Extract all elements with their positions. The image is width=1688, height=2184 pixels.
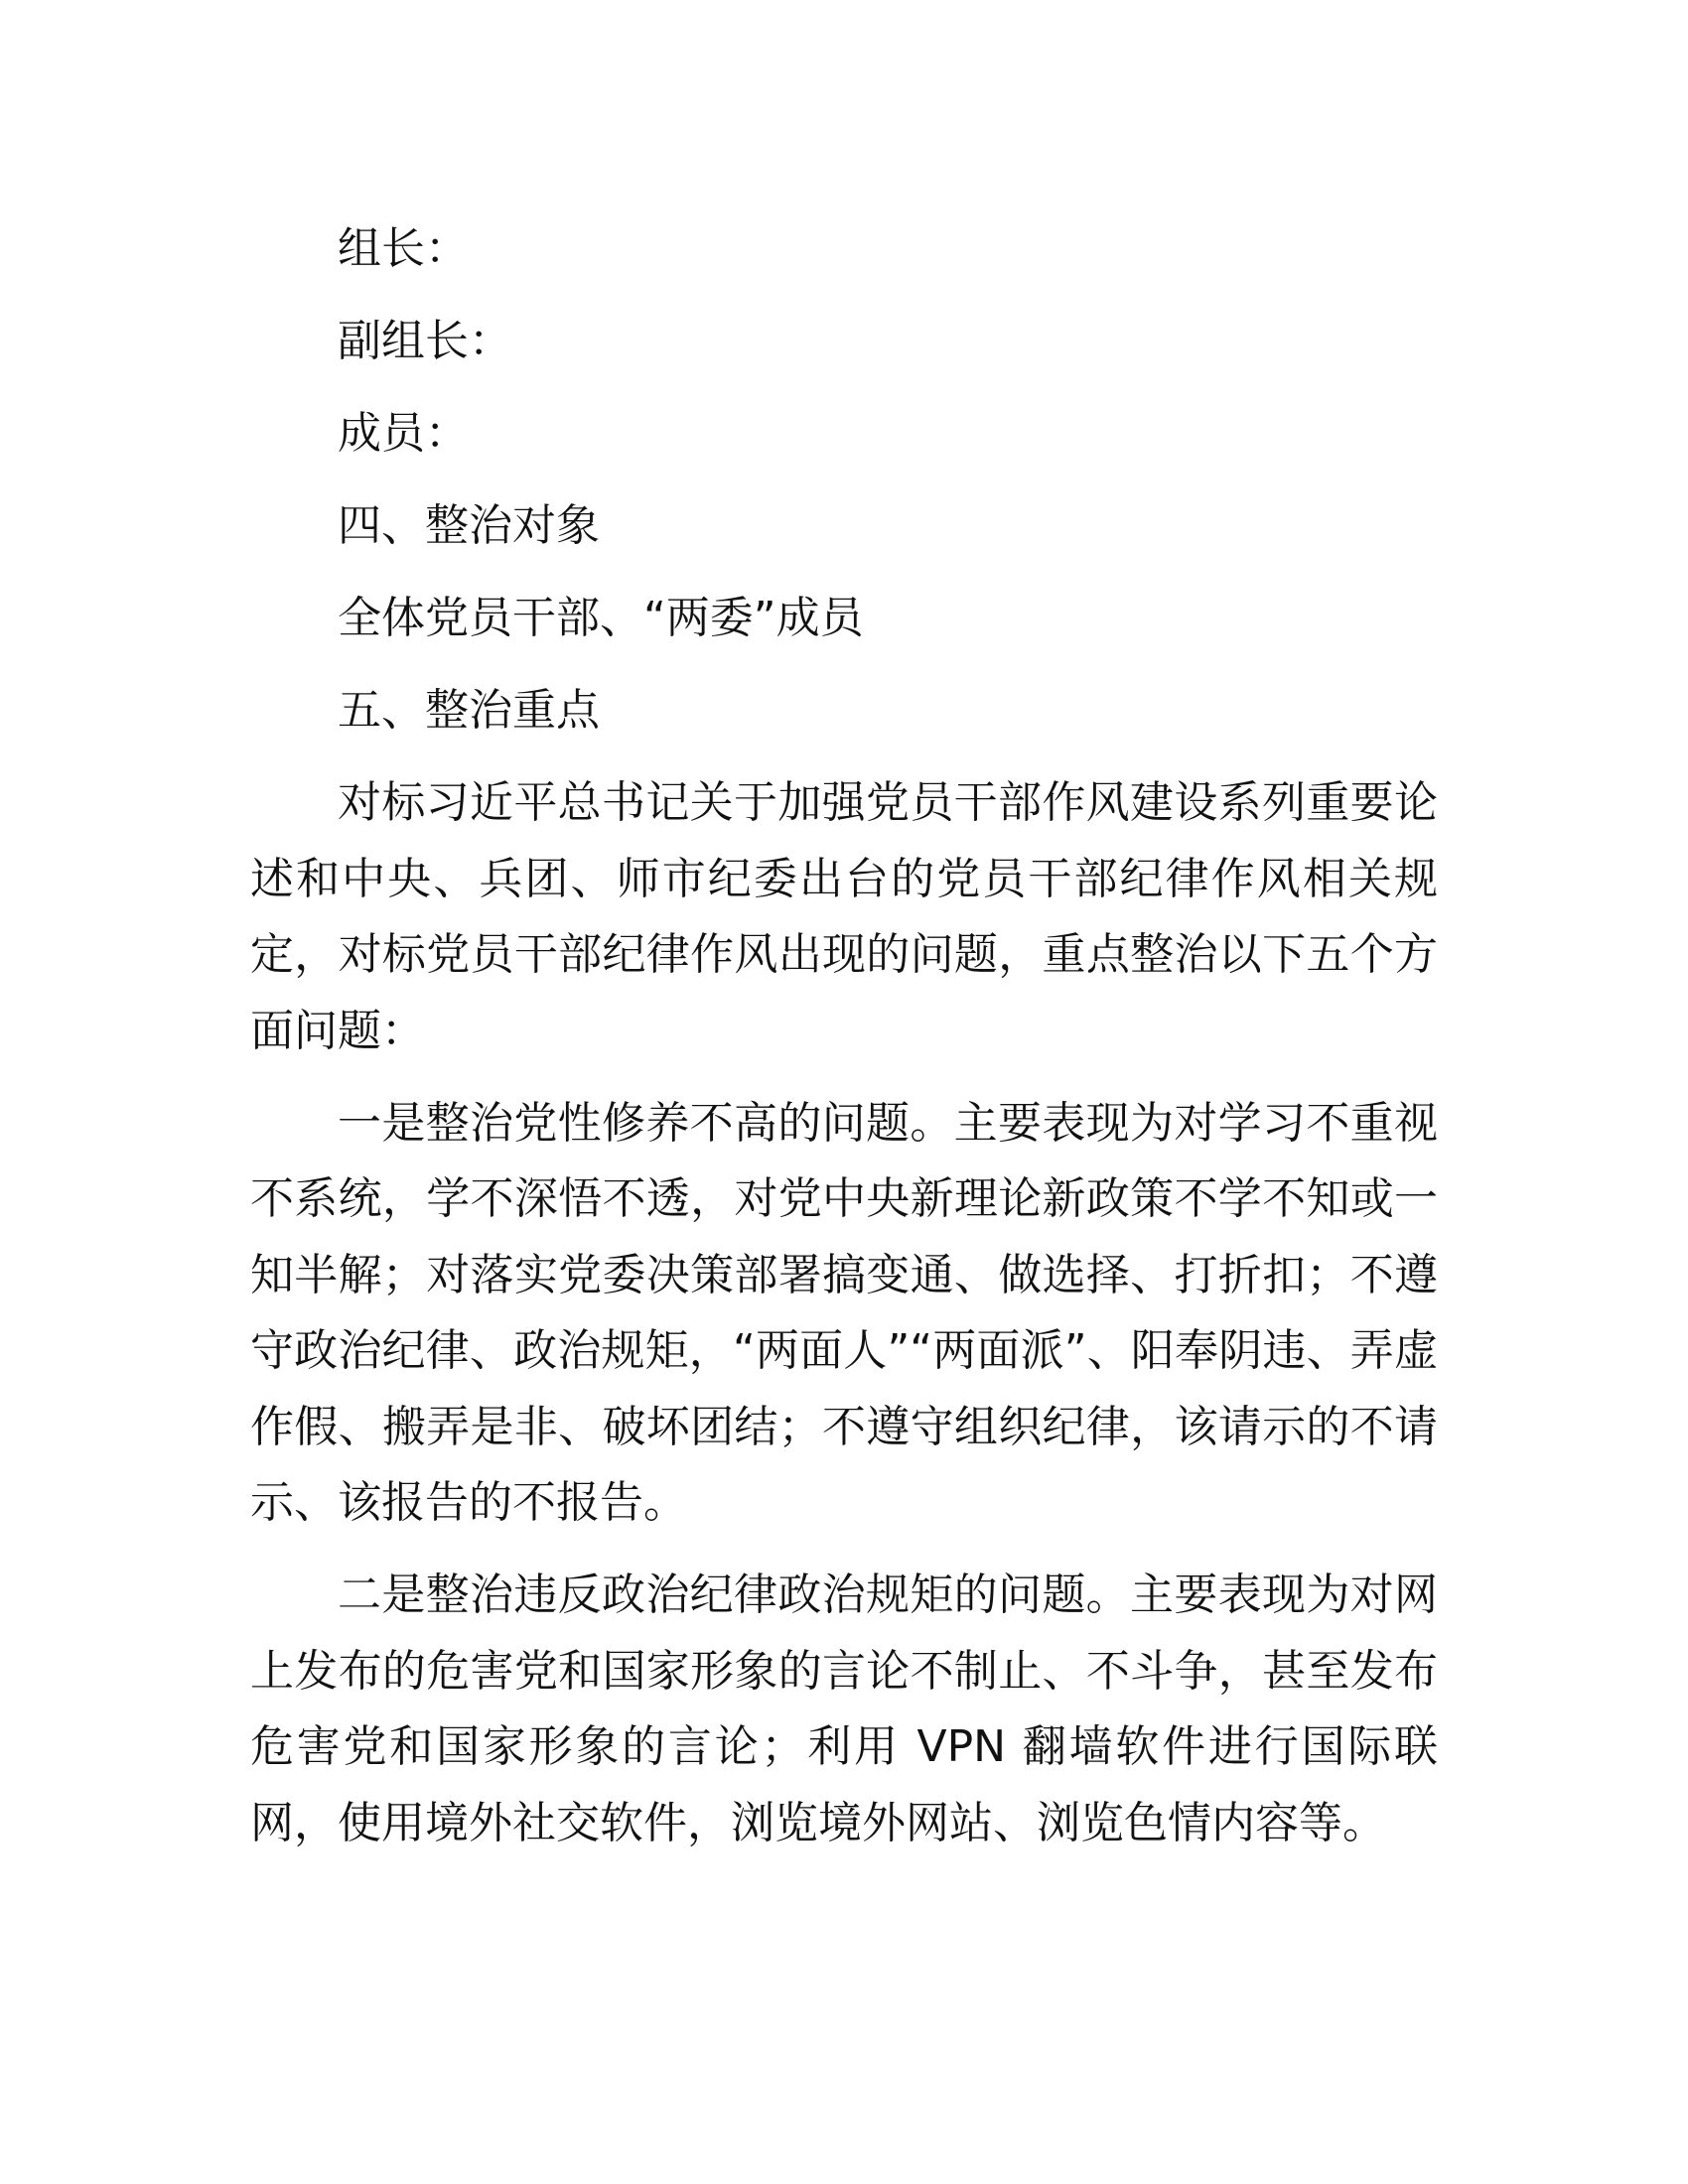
deputy-group-leader-line: 副组长：: [338, 316, 512, 366]
focus-intro-paragraph: 对标习近平总书记关于加强党员干部作风建设系列重要论述和中央、兵团、师市纪委出台的党员干部纪律作风相关规定，对标党员干部纪律作风出现的问题，重点整治以下五个方面问题：: [250, 777, 1438, 1056]
section-heading-focus: 五、整治重点: [338, 685, 600, 736]
focus-item-one-paragraph: 一是整治党性修养不高的问题。主要表现为对学习不重视不系统，学不深悟不透，对党中央新理论新政策不学不知或一知半解；对落实党委决策部署搞变通、做选择、打折扣；不遵守政治纪律、政治规矩，“两面人”“两面派”、阳奉阴违、弄虚作假、搬弄是非、破坏团结；不遵守组织纪律，该请示的不请示、该报告的不报告。: [250, 1097, 1438, 1528]
group-leader-line: 组长：: [338, 223, 469, 274]
members-line: 成员：: [338, 408, 469, 459]
document-body: [250, 211, 1438, 1878]
section-heading-targets: 四、整治对象: [338, 500, 600, 551]
focus-item-two-paragraph: 二是整治违反政治纪律政治规矩的问题。主要表现为对网上发布的危害党和国家形象的言论不制止、不斗争，甚至发布危害党和国家形象的言论；利用 VPN 翻墙软件进行国际联网，使用境外社交软件，浏览境外网站、浏览色情内容等。: [250, 1570, 1438, 1848]
targets-paragraph: 全体党员干部、“两委”成员: [338, 593, 864, 643]
